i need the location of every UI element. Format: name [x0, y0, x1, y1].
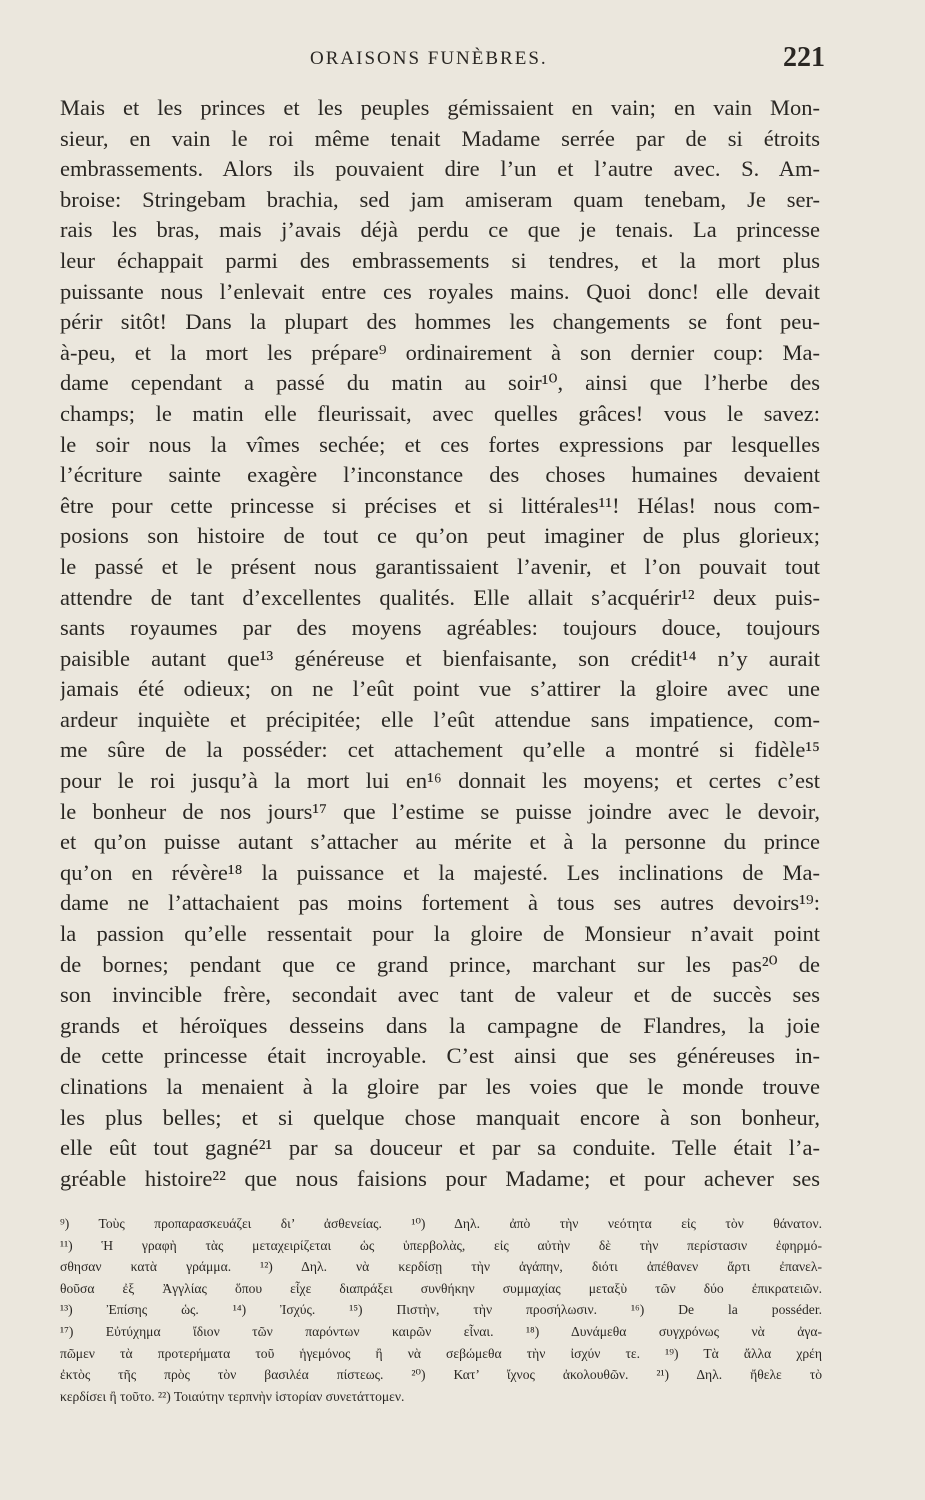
text-line: périr sitôt! Dans la plupart des hommes les changements se font peu- — [60, 309, 820, 335]
text-line: Mais et les princes et les peuples gémissaient en vain; en vain Mon- — [60, 95, 820, 120]
text-line: dame ne l’attachaient pas moins fortement à tous ses autres devoirs¹⁹: — [60, 890, 820, 916]
footnote-line: ¹¹) Ἡ γραφὴ τὰς μεταχειρίζεται ὡς ὑπερβολὰς, εἰς αὐτὴν δὲ τὴν περίστασιν ἐφηρμό- — [60, 1237, 822, 1253]
text-line: jamais été odieux; on ne l’eût point vue s’attirer la gloire avec une — [60, 676, 820, 702]
footnote-line: πῶμεν τὰ προτερήματα τοῦ ἡγεμόνος ἢ νὰ σεβώμεθα τὴν ἰσχύν τε. ¹⁹) Τὰ ἄλλα χρέη — [60, 1345, 822, 1361]
running-head — [60, 42, 825, 80]
text-line: ardeur inquiète et précipitée; elle l’eût attendue sans impatience, com- — [60, 706, 820, 732]
text-line: leur échappait parmi des embrassements si tendres, et la mort plus — [60, 247, 820, 273]
text-line: me sûre de la posséder: cet attachement qu’elle a montré si fidèle¹⁵ — [60, 737, 820, 763]
text-line: de bornes; pendant que ce grand prince, marchant sur les pas²⁰ de — [60, 951, 820, 977]
text-line: gréable histoire²² que nous faisions pour Madame; et pour achever ses — [60, 1165, 820, 1191]
text-line: posions son histoire de tout ce qu’on peut imaginer de plus glorieux; — [60, 523, 820, 549]
text-line: le soir nous la vîmes sechée; et ces fortes expressions par lesquelles — [60, 431, 820, 457]
text-line: elle eût tout gagné²¹ par sa douceur et par sa conduite. Telle était l’a- — [60, 1135, 820, 1161]
text-line: dame cependant a passé du matin au soir¹⁰, ainsi que l’herbe des — [60, 370, 820, 396]
text-line: être pour cette princesse si précises et si littérales¹¹! Hélas! nous com- — [60, 492, 820, 518]
text-line: de cette princesse était incroyable. C’est ainsi que ses généreuses in- — [60, 1043, 820, 1069]
text-line: paisible autant que¹³ généreuse et bienfaisante, son crédit¹⁴ n’y aurait — [60, 645, 820, 671]
text-line: grands et héroïques desseins dans la campagne de Flandres, la joie — [60, 1012, 820, 1038]
footnote-line: σθησαν κατὰ γράμμα. ¹²) Δηλ. νὰ κερδίσῃ τὴν ἀγάπην, διότι ἀπέθανεν ἄρτι ἐπανελ- — [60, 1259, 822, 1275]
page-number: 221 — [783, 42, 825, 73]
footnote-line: ἐκτὸς τῆς πρὸς τὸν βασιλέα πίστεως. ²⁰) Κατ’ ἴχνος ἀκολουθῶν. ²¹) Δηλ. ἤθελε τὸ — [60, 1367, 822, 1383]
footnote-line: ¹⁷) Εὐτύχημα ἴδιον τῶν παρόντων καιρῶν εἶναι. ¹⁸) Δυνάμεθα συγχρόνως νὰ ἀγα- — [60, 1323, 822, 1339]
text-line: sants royaumes par des moyens agréables: toujours douce, toujours — [60, 615, 820, 641]
main-text — [60, 93, 820, 1194]
text-line: embrassements. Alors ils pouvaient dire l’un et l’autre avec. S. Am- — [60, 156, 820, 182]
text-line: broise: Stringebam brachia, sed jam amiseram quam tenebam, Je ser- — [60, 186, 820, 212]
text-line: pour le roi jusqu’à la mort lui en¹⁶ donnait les moyens; et certes c’est — [60, 768, 820, 794]
text-line: l’écriture sainte exagère l’inconstance des choses humaines devaient — [60, 462, 820, 488]
text-line: les plus belles; et si quelque chose manquait encore à son bonheur, — [60, 1104, 820, 1130]
text-line: à-peu, et la mort les prépare⁹ ordinairement à son dernier coup: Ma- — [60, 339, 820, 365]
footnote-line: θοῦσα ἐξ Ἀγγλίας ὅπου εἶχε διαπράξει συνθήκην συμμαχίας μεταξὺ τῶν δύο ἐπικρατειῶν. — [60, 1280, 822, 1296]
text-line: son invincible frère, secondait avec tant de valeur et de succès ses — [60, 982, 820, 1008]
footnote-line: κερδίσει ἢ τοῦτο. ²²) Τοιαύτην τερπνὴν ἱστορίαν συνετάττομεν. — [60, 1388, 405, 1404]
text-line: rais les bras, mais j’avais déjà perdu ce que je tenais. La princesse — [60, 217, 820, 243]
text-line: sieur, en vain le roi même tenait Madame serrée par de si étroits — [60, 125, 820, 151]
text-line: qu’on en révère¹⁸ la puissance et la majesté. Les inclinations de Ma- — [60, 859, 820, 885]
footnote-line: ¹³) Ἐπίσης ὡς. ¹⁴) Ἰσχύς. ¹⁵) Πιστὴν, τὴν προσήλωσιν. ¹⁶) De la posséder. — [60, 1302, 822, 1318]
text-line: et qu’on puisse autant s’attacher au mérite et à la personne du prince — [60, 829, 820, 855]
text-line: puissante nous l’enlevait entre ces royales mains. Quoi donc! elle devait — [60, 278, 820, 304]
text-line: la passion qu’elle ressentait pour la gloire de Monsieur n’avait point — [60, 921, 820, 947]
text-line: le bonheur de nos jours¹⁷ que l’estime se puisse joindre avec le devoir, — [60, 798, 820, 824]
text-line: champs; le matin elle fleurissait, avec quelles grâces! vous le savez: — [60, 400, 820, 426]
text-line: clinations la menaient à la gloire par les voies que le monde trouve — [60, 1074, 820, 1099]
text-line: le passé et le présent nous garantissaient l’avenir, et l’on pouvait tout — [60, 553, 820, 579]
footnote-line: ⁹) Τοὺς προπαρασκευάζει δι’ ἀσθενείας. ¹⁰) Δηλ. ἀπὸ τὴν νεότητα εἰς τὸν θάνατον. — [60, 1216, 822, 1231]
running-title: ORAISONS FUNÈBRES. — [310, 48, 548, 69]
text-line: attendre de tant d’excellentes qualités. Elle allait s’acquérir¹² deux puis- — [60, 584, 820, 610]
footnotes — [60, 1213, 822, 1407]
